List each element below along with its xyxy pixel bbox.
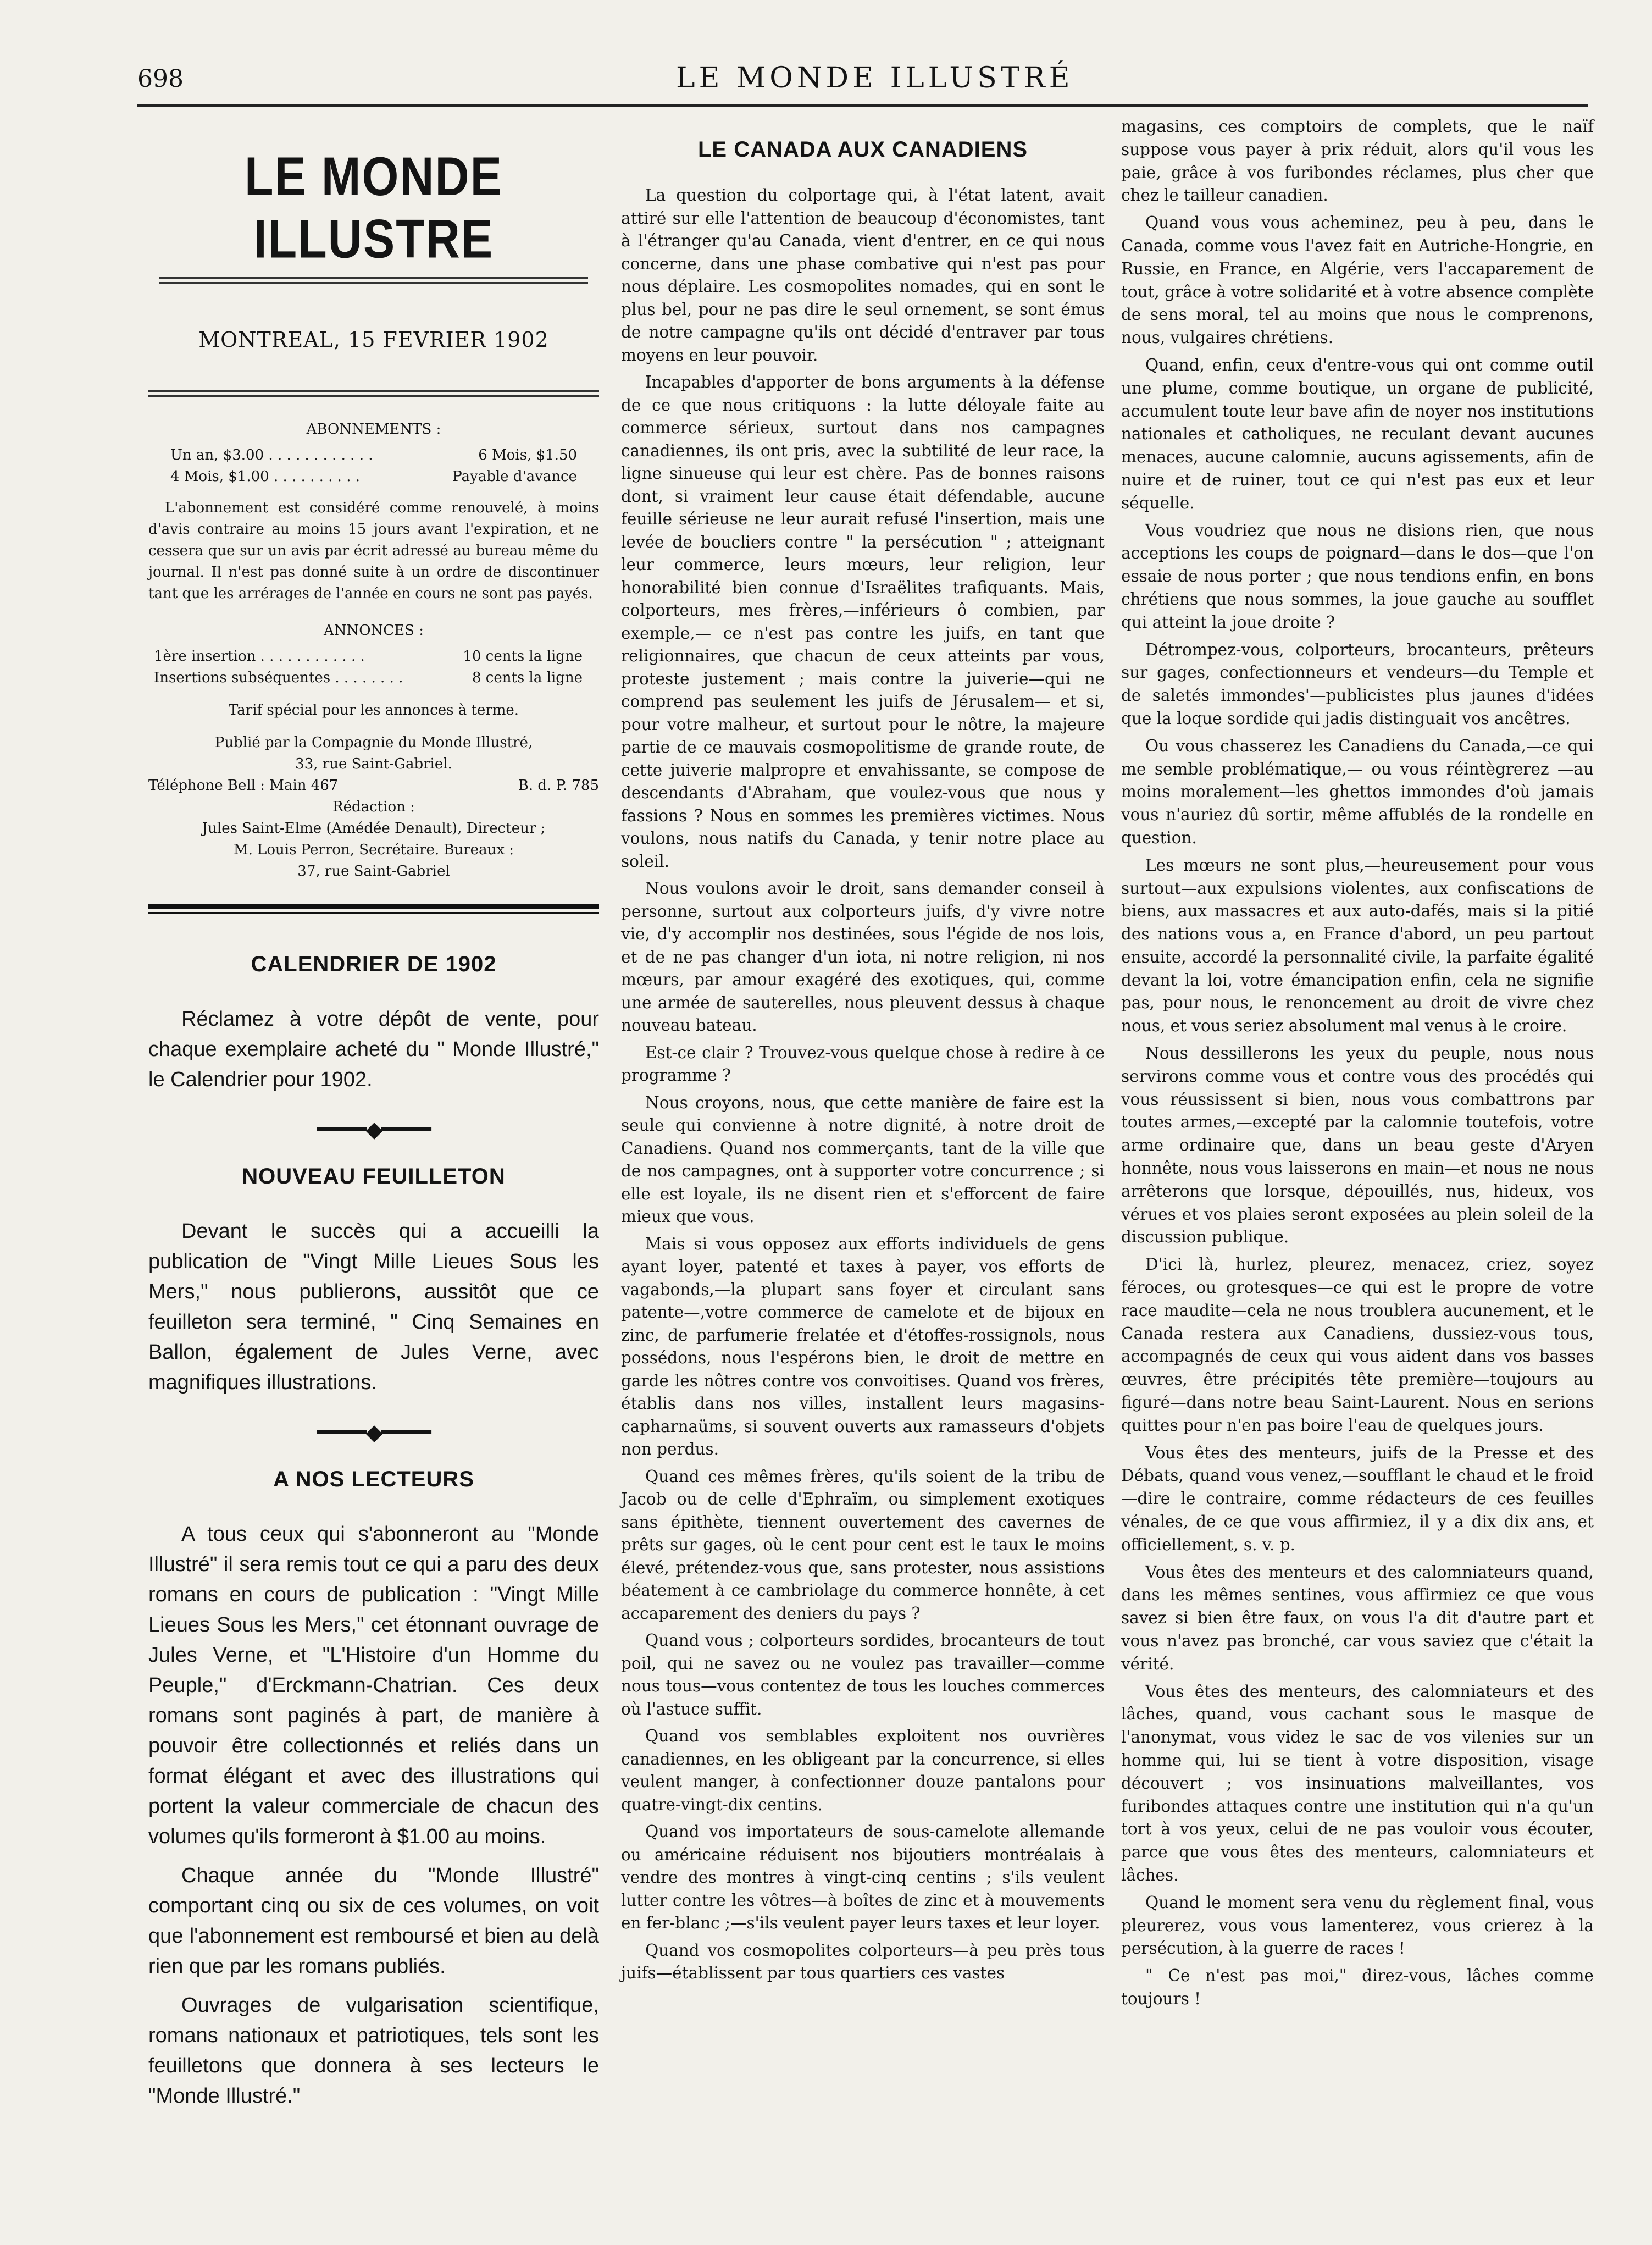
article-title: LE CANADA AUX CANADIENS	[697, 137, 1028, 162]
article-paragraph: magasins, ces comptoirs de complets, que le naïf suppose vous payer à prix réduit, alors qu'il vous les paie, grâce à vos furibondes réclames, plus cher que chez le tailleur canadien.	[1121, 117, 1594, 205]
article-paragraph: Mais si vous opposez aux efforts individuels de gens ayant loyer, patenté et taxes à payer, vos efforts de vagabonds,—la plupart sans foyer et circulant sans patente—,votre commerce de camelote et de bijoux en zinc, de parfumerie frelatée et d'étoffes-rossignols, nous possédons, nous l'espérons bien, le droit de mettre en garde les nôtres contre vos convoitises. Quand vos frères, établis dans nos villes, installent leurs magasins-capharnaüms, si souvent ouverts aux ramasseurs d'objets non perdus.	[621, 1234, 1105, 1458]
lecteurs-paragraph: Ouvrages de vulgarisation scientifique, romans nationaux et patriotiques, tels sont les feuilletons que donnera à ses lecteurs le "Monde Illustré."	[148, 1994, 599, 2108]
publisher-line: Publié par la Compagnie du Monde Illustré,	[214, 734, 533, 751]
masthead-title: LE MONDE ILLUSTRE	[245, 146, 503, 270]
article-paragraph: Vous voudriez que nous ne disions rien, que nous acceptions les coups de poignard—dans le dos—que l'on essaie de nous porter ; que nous tendions enfin, en bons chrétiens que nous sommes, la joue gauche au soufflet qui atteint la joue droite ?	[1121, 521, 1594, 632]
subscription-row1-left: Un an, $3.00 . . . . . . . . . . . .	[170, 447, 373, 463]
article-paragraph: Est-ce clair ? Trouvez-vous quelque chose à redire à ce programme ?	[621, 1043, 1105, 1085]
running-title: LE MONDE ILLUSTRÉ	[676, 62, 1074, 95]
article-paragraph: D'ici là, hurlez, pleurez, menacez, criez, soyez féroces, ou grotesques—ce qui est le propre de votre race maudite—cela ne nous troublera aucunement, et le Canada restera aux Canadiens, dussiez-vous tous, accompagnés de ceux qui vous aident dans vos basses œuvres, être précipités tête première—toujours au figuré—dans notre beau Saint-Laurent. Nous en serions quittes pour n'en pas boire l'eau de quelques jours.	[1121, 1255, 1594, 1435]
article-paragraph: Nous dessillerons les yeux du peuple, nous nous servirons comme vous et contre vous des procédés qui vous réussissent si bien, nous vous combattrons par toutes armes,—excepté par la calomnie toutefois, votre arme ordinaire que, dans un beau geste d'Aryen honnête, nous vous laisserons en main—et nous ne nous arrêterons que lorsque, dépouillés, nus, hideux, vos vérues et vos plaies seront exposées au plein soleil de la discussion publique.	[1121, 1044, 1594, 1247]
article-paragraph: Quand ces mêmes frères, qu'ils soient de la tribu de Jacob ou de celle d'Ephraïm, ou simplement exotiques sans épithète, tiennent ouvertement des cavernes de prêts sur gages, où le cent pour cent est le taux le moins élevé, prétendez-vous que, sans protester, nous assistions béatement à ce cambriolage du commerce honnête, à cet accaparement des deniers du pays ?	[621, 1467, 1105, 1623]
article-paragraph: Vous êtes des menteurs, des calomniateurs et des lâches, quand, vous cachant sous le masque de l'anonymat, vous videz le sac de vos vilenies sur un homme qui, lui se tient à votre disposition, visage découvert ; vos insinuations malveillantes, vos furibondes attaques contre une institution qui n'a qu'un tort à vos yeux, celui de ne pas vouloir vous écouter, parce que vous êtes des menteurs, calomniateurs et lâches.	[1121, 1682, 1594, 1884]
article-paragraph: Ou vous chasserez les Canadiens du Canada,—ce qui me semble problématique,— ou vous réintègrerez —au moins moralement—les ghettos immondes d'où jamais vous n'auriez dû sortir, même affublés de la rondelle en question.	[1121, 736, 1594, 847]
article-paragraph: Quand vous vous acheminez, peu à peu, dans le Canada, comme vous l'avez fait en Autriche-Hongrie, en Russie, en France, en Algérie, vers l'accaparement de tout, grâce à votre solidarité et à votre absence complète de sens moral, tel au moins que nous le comprenons, nous, vulgaires chrétiens.	[1121, 213, 1594, 347]
article-paragraph: Nous croyons, nous, que cette manière de faire est la seule qui convienne à notre dignité, à notre droit de Canadiens. Quand nos commerçants, tant de la ville que de nos campagnes, ont à supporter votre concurrence ; si elle est loyale, ils ne disent rien et s'efforcent de faire mieux que vous.	[621, 1093, 1105, 1226]
office-address: 37, rue Saint-Gabriel	[297, 863, 450, 880]
feuilleton-title: NOUVEAU FEUILLETON	[242, 1164, 506, 1188]
ads-row1-right: 10 cents la ligne	[463, 648, 583, 665]
article-paragraph: Quand vous ; colporteurs sordides, brocanteurs de tout poil, qui ne savez ou ne voulez pas travailler—comme nous tous—vous contentez de tous les louches commerces où l'astuce suffit.	[621, 1631, 1105, 1718]
article-paragraph: Nous voulons avoir le droit, sans demander conseil à personne, surtout aux colporteurs juifs, d'y vivre notre vie, d'y accomplir nos destinées, sous l'égide de nos lois, et de ne pas changer d'un iota, ni notre religion, ni nos mœurs, par amour exagéré des exotiques, qui, comme une armée de sauterelles, nous pleuvent dessus à chaque nouveau bateau.	[621, 879, 1105, 1035]
subscription-row1-right: 6 Mois, $1.50	[478, 447, 577, 463]
article-paragraph: Quand vos cosmopolites colporteurs—à peu près tous juifs—établissent par tous quartiers ces vastes	[621, 1940, 1105, 1982]
subscription-row2-left: 4 Mois, $1.00 . . . . . . . . . .	[170, 468, 360, 485]
dateline: MONTREAL, 15 FEVRIER 1902	[198, 328, 549, 352]
article-paragraph: Quand vos semblables exploitent nos ouvrières canadiennes, en les obligeant par la concurrence, si elles veulent manger, à confectionner douze pantalons pour quatre-vingt-dix centins.	[621, 1727, 1105, 1814]
article-paragraph: Quand, enfin, ceux d'entre-vous qui ont comme outil une plume, comme boutique, un organe de publicité, accumulent toute leur bave afin de noyer nos institutions nationales et catholiques, ne reculant devant aucunes menaces, aucune calomnie, aucuns agissements, afin de nuire et de ruiner, tout ce qui n'est pas eux et leur séquelle.	[1121, 355, 1594, 512]
masthead-rule	[159, 277, 588, 284]
article-paragraph: Vous êtes des menteurs et des calomniateurs quand, dans les mêmes sentines, vous affirmiez ce que vous savez si bien être faux, on vous l'a dit d'autre part et vous n'avez pas bronché, car vous saviez que c'était la vérité.	[1121, 1562, 1594, 1673]
ads-row2-left: Insertions subséquentes . . . . . . . .	[154, 670, 403, 686]
article-paragraph: Incapables d'apporter de bons arguments à la défense de ce que nous critiquons : la lutte déloyale faite au commerce sérieux, surtout dans nos campagnes canadiennes, ils ont pris, avec la subtilité de leur race, la ligne sinueuse qui leur est chère. Pas de bonnes raisons dont, si vraiment leur cause était défendable, aucune feuille sérieuse ne leur aurait refusé l'insertion, mais une levée de boucliers contre " la persécution " ; atteignant leur commerce, leurs mœurs, leur religion, leur honorabilité bien connue d'Israëlites trafiquants. Mais, colporteurs, mes frères,—inférieurs ô combien, par exemple,— ce n'est pas contre les juifs, en tant que religionnaires, que chacun de ceux atteints par vous, proteste justement ; mais contre la juiverie—qui ne comprend pas seulement les juifs de Jérusalem— et si, pour votre malheur, et surtout pour le nôtre, la majeure partie de ce mauvais cosmopolitisme de grande route, de cette juiverie malpropre et envahissante, se compose de descendants d'Abraham, que voulez-vous que nous y fassions ? Nous en sommes les premières victimes. Nous voulons, nous natifs du Canada, y tenir notre place au soleil.	[621, 373, 1105, 871]
postal-box: B. d. P. 785	[518, 777, 599, 794]
dateline-rule	[148, 390, 599, 397]
phone: Téléphone Bell : Main 467	[148, 777, 339, 794]
feuilleton-text: Devant le succès qui a accueilli la publication de "Vingt Mille Lieues Sous les Mers," nous publierons, aussitôt que ce feuilleton sera terminé, " Cinq Semaines en Ballon, également de Jules Verne, avec magnifiques illustrations.	[148, 1220, 599, 1394]
article-paragraph: Détrompez-vous, colporteurs, brocanteurs, prêteurs sur gages, confectionneurs et vendeurs—du Temple et de saletés immondes'—publicistes plus jaunes d'idées que la loque sordide qui jadis distinguait vos ancêtres.	[1121, 640, 1594, 728]
ornament-divider: ━━━━◆━━━━	[317, 1117, 430, 1142]
article-paragraph: Quand le moment sera venu du règlement final, vous pleurerez, vous vous lamenterez, vous crierez à la persécution, à la guerre de races !	[1121, 1893, 1594, 1958]
calendar-text: Réclamez à votre dépôt de vente, pour chaque exemplaire acheté du " Monde Illustré," le Calendrier pour 1902.	[148, 1008, 599, 1091]
director: Jules Saint-Elme (Amédée Denault), Directeur ;	[202, 820, 546, 837]
article-column-1	[621, 115, 1105, 1989]
ads-row1-left: 1ère insertion . . . . . . . . . . . .	[154, 648, 365, 665]
article-paragraph: Vous êtes des menteurs, juifs de la Presse et des Débats, quand vous venez,—soufflant le chaud et le froid—dire le contraire, comme rédacteurs de ces feuilles vénales, de ce que vous affirmiez, il y a dix dix ans, et officiellement, s. v. p.	[1121, 1443, 1594, 1554]
subscription-row	[148, 440, 599, 466]
lecteurs-paragraph: A tous ceux qui s'abonneront au "Monde Illustré" il sera remis tout ce qui a paru des deux romans en cours de publication : "Vingt Mille Lieues Sous les Mers," cet étonnant ouvrage de Jules Verne, et "L'Histoire d'un Homme du Peuple," d'Erckmann-Chatrian. Ces deux romans sont paginés à part, de manière à pouvoir être collectionnés et reliés dans un format élégant et avec des illustrations qui portent la valeur commerciale de chacun des volumes qu'ils formeront à $1.00 au moins.	[148, 1523, 599, 1848]
section-divider	[148, 904, 599, 914]
article-paragraph: Quand vos importateurs de sous-camelote allemande ou américaine réduisent nos bijoutiers montréalais à vendre des montres à vingt-cinq centins ; s'ils veulent lutter contre les vôtres—à boîtes de zinc et à mouvements en fer-blanc ;—s'ils veulent payer leurs taxes et leur loyer.	[621, 1822, 1105, 1932]
subscription-row	[148, 466, 599, 497]
header-rule	[137, 104, 1588, 107]
ornament-divider: ━━━━◆━━━━	[317, 1420, 430, 1445]
subscription-notice: L'abonnement est considéré comme renouvelé, à moins d'avis contraire au moins 15 jours avant l'expiration, et ne cessera que sur un avis par écrit adressé au bureau même du journal. Il n'est pas donné suite à un ordre de discontinuer tant que les arrérages de l'année en cours ne sont pas payés.	[148, 500, 599, 602]
ads-row	[148, 667, 599, 700]
calendar-title: CALENDRIER DE 1902	[251, 952, 497, 976]
subscriptions-heading: ABONNEMENTS :	[306, 421, 441, 438]
page-number: 698	[137, 65, 184, 93]
ads-heading: ANNONCES :	[323, 622, 424, 639]
secretary: M. Louis Perron, Secrétaire. Bureaux :	[233, 842, 514, 858]
subscription-row2-right: Payable d'avance	[452, 468, 577, 485]
article-paragraph: Les mœurs ne sont plus,—heureusement pour vous surtout—aux expulsions violentes, aux confiscations de biens, aux massacres et aux auto-dafés, mais si la pitié des nations vous a, en France d'abord, un peu partout ensuite, accordé la personnalité civile, la parfaite égalité devant la loi, votre émancipation enfin, cela ne signifie pas, pour nous, le renoncement au droit de vivre chez nous, et vous seriez absolument mal venus à le croire.	[1121, 855, 1594, 1036]
lecteurs-title: A NOS LECTEURS	[273, 1467, 474, 1491]
article-paragraph: " Ce n'est pas moi," direz-vous, lâches comme toujours !	[1121, 1966, 1594, 2008]
publisher-address: 33, rue Saint-Gabriel.	[295, 756, 452, 772]
ads-special: Tarif spécial pour les annonces à terme.	[228, 702, 519, 718]
ads-row	[148, 642, 599, 667]
left-column	[148, 115, 599, 2120]
redaction-heading: Rédaction :	[332, 799, 415, 815]
article-column-2	[1121, 115, 1594, 2015]
ads-row2-right: 8 cents la ligne	[472, 670, 583, 686]
contact-row	[148, 775, 599, 797]
article-paragraph: La question du colportage qui, à l'état latent, avait attiré sur elle l'attention de beaucoup d'économistes, tant à l'étranger qu'au Canada, vient d'entrer, en ce qui nous concerne, dans une phase combative qui n'est pas pour nous déplaire. Les cosmopolites nomades, qui en sont le plus bel, pour ne pas dire le seul ornement, se sont émus de notre campagne qu'ils ont décidé d'entraver par tous moyens en leur pouvoir.	[621, 186, 1105, 364]
lecteurs-paragraph: Chaque année du "Monde Illustré" comportant cinq ou six de ces volumes, on voit que l'abonnement est remboursé et bien au delà rien que par les romans publiés.	[148, 1864, 599, 1978]
